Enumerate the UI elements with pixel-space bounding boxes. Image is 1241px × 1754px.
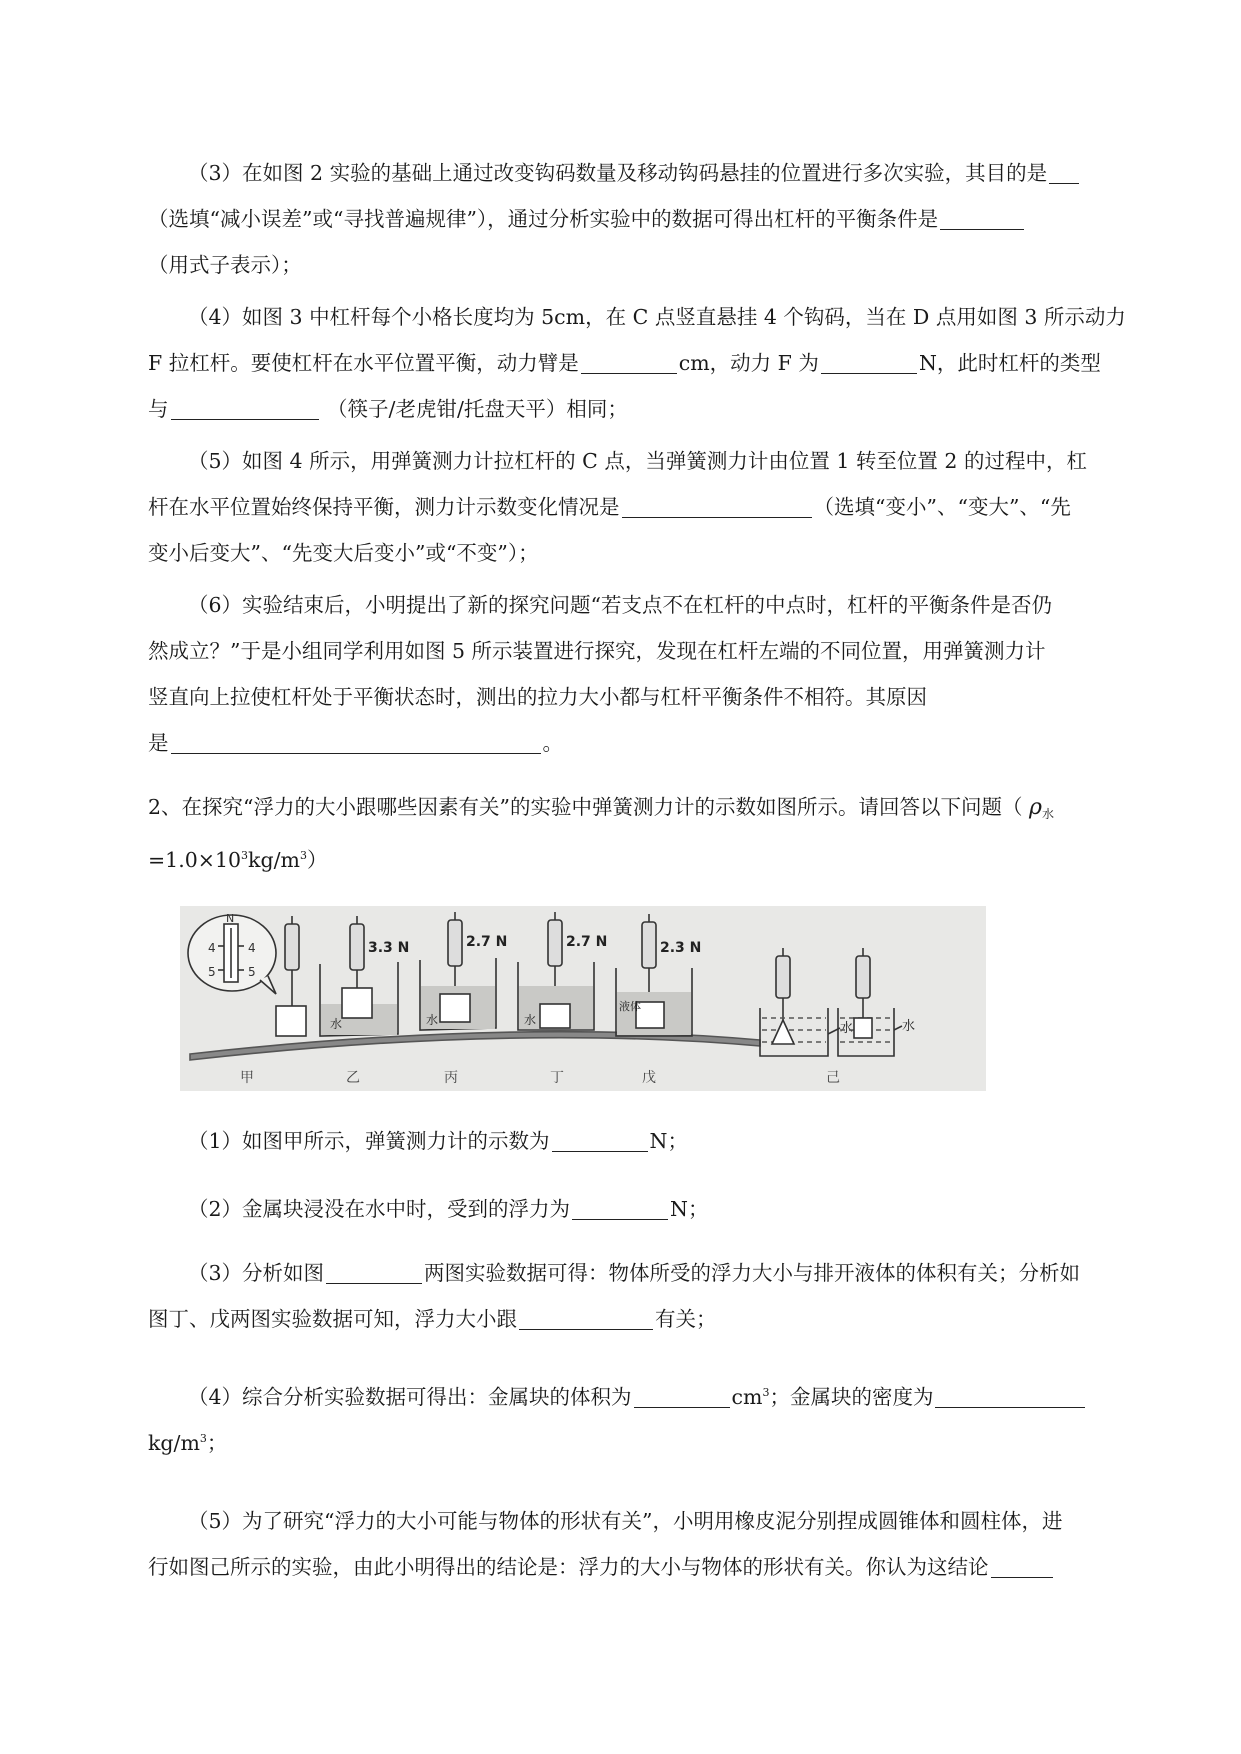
q2-s1-unit: N； <box>649 1129 688 1153</box>
setup-ji-cone <box>760 948 853 1056</box>
setup-ding <box>518 912 607 1030</box>
q1-p4-line3a: 与 <box>148 397 169 421</box>
exponent: 3 <box>241 849 249 863</box>
question-2-part-2 <box>148 1186 1148 1232</box>
q1-p4-line2c: N，此时杠杆的类型 <box>918 351 1101 375</box>
scale-tick-label: 5 <box>208 965 216 979</box>
q1-p6-line4 <box>108 720 563 766</box>
q2-s3-line2b: 有关； <box>655 1307 717 1331</box>
question-2-part-3 <box>148 1250 1148 1342</box>
question-1-part-6 <box>148 582 1148 766</box>
label-yi: 乙 <box>346 1070 360 1086</box>
label-ding: 丁 <box>550 1070 564 1086</box>
q2-stem-line2a: =1.0×10 <box>148 848 242 872</box>
q1-p5-line2b: （选填“变小”、“变大”、“先 <box>813 495 1071 519</box>
q1-p6-line1: （6）实验结束后，小明提出了新的探究问题“若支点不在杠杆的中点时，杠杆的平衡条件是否仍 <box>188 593 1053 617</box>
exponent: 3 <box>199 1432 207 1446</box>
scale-tick-label: 4 <box>208 941 216 955</box>
rho-subscript: 水 <box>1041 807 1054 821</box>
q2-s5-line1: （5）为了研究“浮力的大小可能与物体的形状有关”，小明用橡皮泥分别捏成圆锥体和圆柱体，进 <box>188 1509 1063 1533</box>
setup-ji-cylinder <box>838 948 915 1056</box>
water-label: 水 <box>902 1019 916 1034</box>
question-2-part-4 <box>148 1374 1148 1466</box>
answer-blank[interactable] <box>552 1129 648 1152</box>
q2-s4-line2-end: ； <box>206 1431 228 1455</box>
q1-p5-line3: 变小后变大”、“先变大后变小”或“不变”）； <box>148 541 539 565</box>
q1-p6-line3: 竖直向上拉使杠杆处于平衡状态时，测出的拉力大小都与杠杆平衡条件不相符。其原因 <box>148 685 927 709</box>
question-2-part-1 <box>148 1118 1148 1164</box>
q1-p3-line1: （3）在如图 2 实验的基础上通过改变钩码数量及移动钩码悬挂的位置进行多次实验，其目的是 <box>188 161 1048 185</box>
q2-s4-line1c: ；金属块的密度为 <box>769 1385 934 1409</box>
rho-symbol: ρ <box>1029 795 1042 820</box>
label-bing: 丙 <box>444 1070 458 1086</box>
label-wu: 戊 <box>642 1070 656 1086</box>
water-label: 水 <box>330 1017 343 1031</box>
label-jia: 甲 <box>240 1070 254 1086</box>
setup-bing <box>420 912 507 1030</box>
q2-s4-line1a: （4）综合分析实验数据可得出：金属块的体积为 <box>188 1385 632 1409</box>
water-label: 水 <box>840 1021 854 1036</box>
label-ji: 己 <box>826 1070 840 1086</box>
exponent: 3 <box>299 849 307 863</box>
q2-stem-line1: 2、在探究“浮力的大小跟哪些因素有关”的实验中弹簧测力计的示数如图所示。请回答以下问题（ <box>148 795 1023 819</box>
answer-blank[interactable] <box>634 1385 730 1408</box>
answer-blank[interactable] <box>991 1555 1053 1578</box>
q1-p4-line1: （4）如图 3 中杠杆每个小格长度均为 5cm，在 C 点竖直悬挂 4 个钩码，当在 D 点用如图 3 所示动力 <box>188 305 1126 329</box>
answer-blank[interactable] <box>1049 161 1079 184</box>
q2-s5-line2: 行如图己所示的实验，由此小明得出的结论是：浮力的大小与物体的形状有关。你认为这结论 <box>148 1555 989 1579</box>
q1-p4-line2a: F 拉杠杆。要使杠杆在水平位置平衡，动力臂是 <box>148 351 579 375</box>
answer-blank[interactable] <box>519 1307 653 1330</box>
question-2-stem <box>148 784 1148 883</box>
exponent: 3 <box>762 1386 770 1400</box>
water-label: 水 <box>426 1013 439 1027</box>
question-2-part-5 <box>148 1498 1148 1590</box>
answer-blank[interactable] <box>572 1197 668 1220</box>
answer-blank[interactable] <box>622 495 812 518</box>
answer-blank[interactable] <box>935 1385 1085 1408</box>
q2-s5-line2-wrap <box>108 1544 1055 1590</box>
reading-label: 3.3 N <box>368 940 410 956</box>
q2-s4-unit-cm: cm <box>731 1385 763 1409</box>
q1-p3-line2: （选填“减小误差”或“寻找普遍规律”），通过分析实验中的数据可得出杠杆的平衡条件是 <box>148 207 939 231</box>
scale-zoom-bubble <box>188 912 276 994</box>
q2-s3-line2 <box>108 1296 717 1342</box>
answer-blank[interactable] <box>821 351 917 374</box>
water-label: 水 <box>524 1013 537 1027</box>
setup-wu <box>616 914 701 1036</box>
q2-s4-unit-kgm: kg/m <box>148 1431 200 1455</box>
q2-s3-line1a: （3）分析如图 <box>188 1261 325 1285</box>
answer-blank[interactable] <box>581 351 677 374</box>
setup-jia <box>276 916 306 1036</box>
question-1-part-5 <box>148 438 1148 576</box>
answer-blank[interactable] <box>940 207 1024 230</box>
q2-s3-line2a: 图丁、戊两图实验数据可知，浮力大小跟 <box>148 1307 517 1331</box>
q2-stem-line2b: kg/m <box>248 848 300 872</box>
reading-label: 2.7 N <box>566 934 608 950</box>
buoyancy-experiment-figure <box>180 906 986 1091</box>
reading-label: 2.3 N <box>660 940 702 956</box>
reading-label: 2.7 N <box>466 934 508 950</box>
q1-p6-line4a: 是 <box>148 731 169 755</box>
q1-p6-line2: 然成立？”于是小组同学利用如图 5 所示装置进行探究，发现在杠杆左端的不同位置，用弹簧测力计 <box>148 639 1046 663</box>
q2-s4-line2 <box>108 1420 227 1466</box>
q1-p5-line1: （5）如图 4 所示，用弹簧测力计拉杠杆的 C 点，当弹簧测力计由位置 1 转至位置 2 的过程中，杠 <box>188 449 1087 473</box>
q1-p3-line3: （用式子表示）； <box>148 253 302 277</box>
q2-s2-text: （2）金属块浸没在水中时，受到的浮力为 <box>188 1197 571 1221</box>
q1-p6-line4b: 。 <box>542 731 563 755</box>
q1-p4-line2b: cm，动力 F 为 <box>678 351 819 375</box>
liquid-label: 液体 <box>619 1000 641 1013</box>
setup-labels <box>240 1070 840 1086</box>
q2-s1-text: （1）如图甲所示，弹簧测力计的示数为 <box>188 1129 550 1153</box>
q2-s2-unit: N； <box>670 1197 709 1221</box>
answer-blank[interactable] <box>326 1261 422 1284</box>
question-1-part-3 <box>148 150 1148 288</box>
setup-yi <box>320 916 409 1036</box>
scale-tick-label: 4 <box>248 941 256 955</box>
q1-p4-line3b: （筷子/老虎钳/托盘天平）相同； <box>327 397 628 421</box>
q1-p5-line2a: 杆在水平位置始终保持平衡，测力计示数变化情况是 <box>148 495 620 519</box>
question-1-part-4 <box>148 294 1148 432</box>
q2-s3-line1b: 两图实验数据可得：物体所受的浮力大小与排开液体的体积有关；分析如 <box>424 1261 1081 1285</box>
experiment-illustration <box>180 906 986 1091</box>
q2-stem-line2c: ） <box>306 848 328 872</box>
scale-tick-label: 5 <box>248 965 256 979</box>
answer-blank[interactable] <box>171 731 541 754</box>
scale-unit-label: N <box>226 912 235 925</box>
answer-blank[interactable] <box>171 397 319 420</box>
